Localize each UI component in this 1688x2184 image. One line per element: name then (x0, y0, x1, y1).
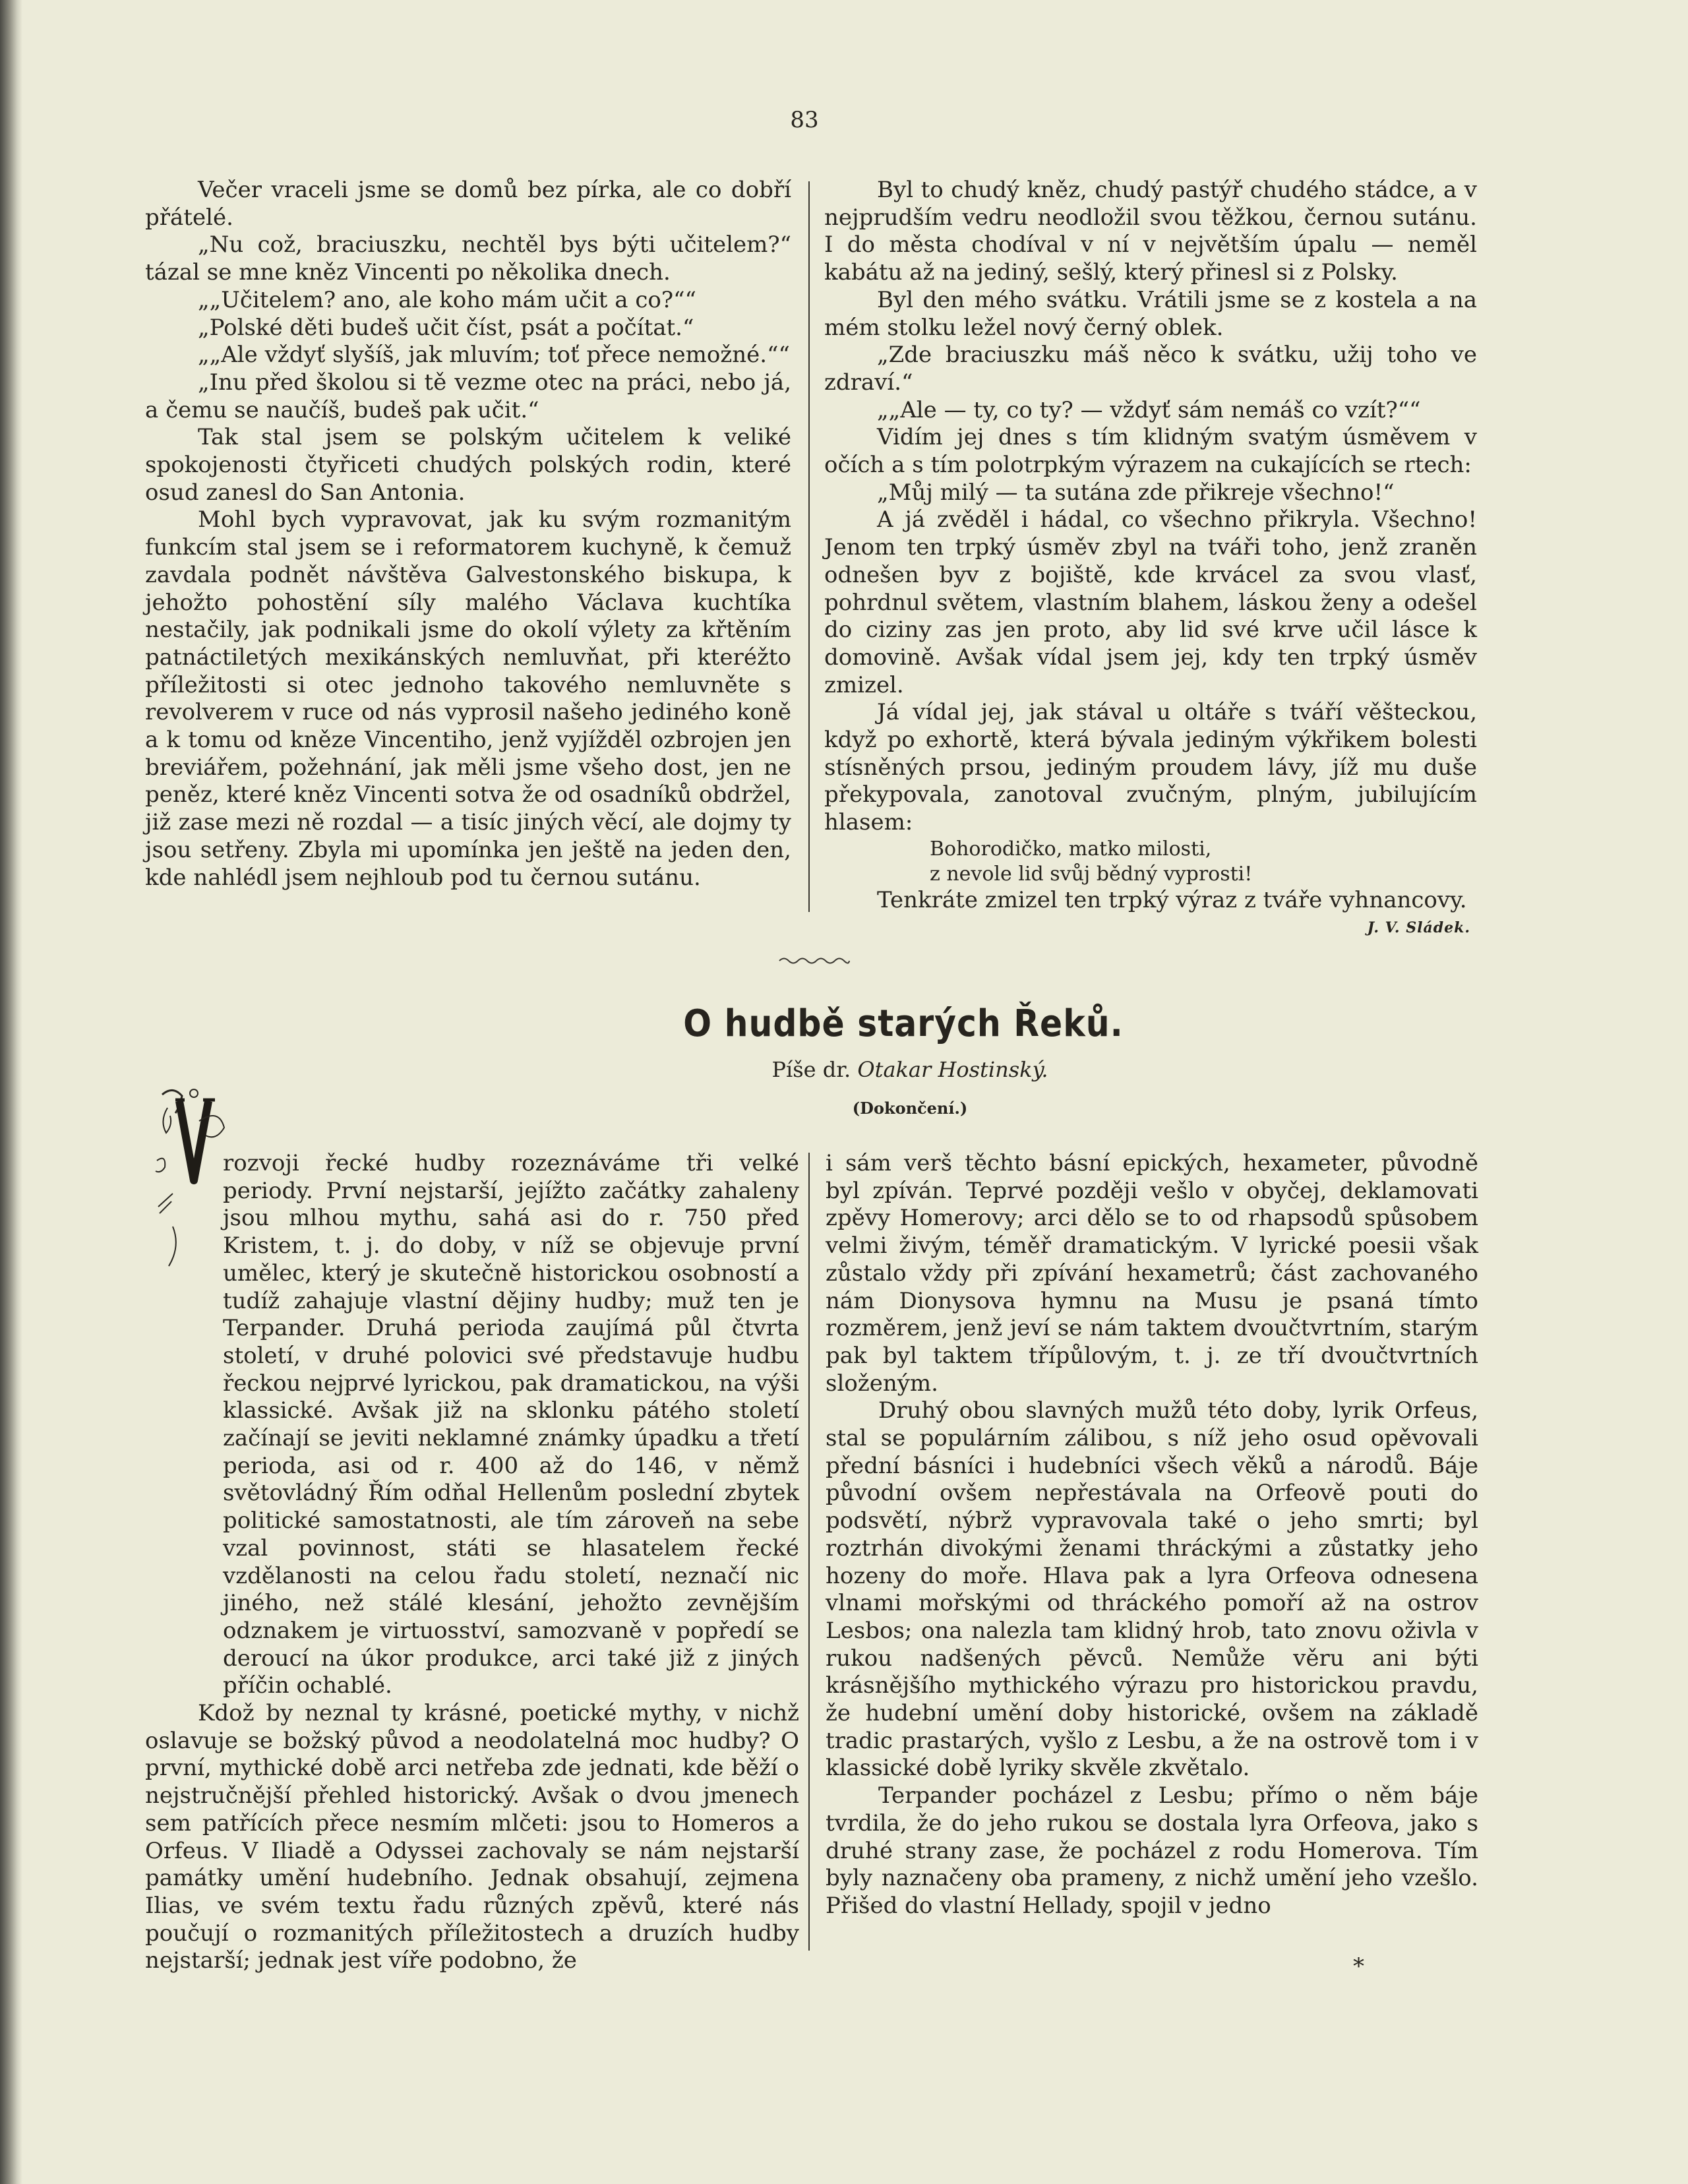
paragraph: „Polské děti budeš učit číst, psát a počítat.“ (198, 314, 694, 341)
paragraph: Večer vraceli jsme se domů bez pírka, ale co dobří přátelé. (145, 177, 791, 231)
book-gutter-shadow (0, 0, 22, 2184)
closing-line: Tenkráte zmizel ten trpký výraz z tváře vyhnancovy. (877, 886, 1467, 913)
hymn-verse (824, 837, 1477, 887)
paragraph: i sám verš těchto básní epických, hexameter, původně byl zpíván. Teprvé později vešlo v obyčej, deklamovati zpěvy Homerovy; arci dělo se to od rhapsodů spůsobem velmi živým, téměř dramatickým. V lyrické poesii však zůstalo vždy při zpívání hexametrů; část zachovaného nám Dionysova hymnu na Musu je psaná tímto rozměrem, jenž jeví se nám taktem dvoučtvrtním, starým pak byl taktem třípůlovým, t. j. ze tří dvoučtvrtních složeným. (826, 1150, 1478, 1397)
page-number: 83 (790, 107, 819, 133)
paragraph: Já vídal jej, jak stával u oltáře s tváří věšteckou, když po exhortě, která bývala jediným výkřikem bolesti stísněných prsou, jediným proudem lávy, jíž mu duše překypovala, zanotoval zvučným, plným, jubilujícím hlasem: (824, 699, 1477, 836)
verse-line: z nevole lid svůj bědný vyprosti! (930, 862, 1253, 886)
paragraph: „„Ale vždyť slyšíš, jak mluvím; toť přece nemožné.““ (198, 342, 790, 369)
paragraph: „„Ale — ty, co ty? — vždyť sám nemáš co vzít?““ (877, 396, 1421, 423)
article-left-column (145, 1150, 799, 1975)
continued-note: (Dokončení.) (852, 1099, 968, 1118)
article-title: O hudbě starých Řeků. (683, 1002, 1124, 1045)
author-signature: J. V. Sládek. (1367, 919, 1470, 936)
paragraph: „Zde braciuszku máš něco k svátku, užij toho ve zdraví.“ (824, 342, 1477, 396)
paragraph: Byl to chudý kněz, chudý pastýř chudého stádce, a v nejprudším vedru neodložil svou těžkou, černou sutánu. I do města chodíval v ní v největším úpalu — neměl kabátu až na jediný, sešlý, který přinesl si z Polsky. (824, 177, 1477, 286)
paragraph: A já zvěděl i hádal, co všechno přikryla. Všechno! Jenom ten trpký úsměv zbyl na tváři toho, jenž zraněn odnešen byv z bojiště, kde krvácel za svou vlasť, pohrdnul světem, vlastním blahem, láskou ženy a odešel do ciziny zas jen proto, aby lid své krve učil lásce k domovině. Avšak vídal jsem jej, kdy ten trpký úsměv zmizel. (824, 506, 1477, 698)
top-left-column (145, 177, 791, 892)
paragraph: Tak stal jsem se polským učitelem k veliké spokojenosti čtyřiceti chudých polských rodin, které osud zanesl do San Antonia. (145, 424, 791, 506)
byline-author: Otakar Hostinský. (857, 1057, 1048, 1082)
paragraph: „Nu což, braciuszku, nechtěl bys býti učitelem?“ tázal se mne kněz Vincenti po několika dnech. (145, 231, 791, 286)
verse-line: Bohorodičko, matko milosti, (930, 837, 1212, 861)
paragraph: rozvoji řecké hudby rozeznáváme tři velké periody. První nejstarší, jejížto začátky zahaleny jsou mlhou mythu, sahá asi do r. 750 před Kristem, t. j. do doby, v níž se objevuje první umělec, který je skutečně historickou osobností a tudíž zahajuje vlastní dějiny hudby; muž ten je Terpander. Druhá perioda zaujímá půl čtvrta století, v druhé polovici své představuje hudbu řeckou nejprvé lyrickou, pak dramatickou, na výši klassické. Avšak již na sklonku pátého století začínají se jeviti neklamné známky úpadku a třetí perioda, asi od r. 400 až do 146, v němž světovládný Řím odňal Hellenům poslední zbytek politické samostatnosti, ale tím zároveň na sebe vzal povinnost, státi se hlasatelem řecké vzdělanosti na celou řadu století, neznačí nic jiného, než stálé klesání, jehožto zevnějším odznakem je virtuosství, samozvaně v popředí se deroucí na úkor produkce, arci také již z jiných příčin ochablé. (223, 1150, 799, 1699)
paragraph: Vidím jej dnes s tím klidným svatým úsměvem v očích a s tím polotrpkým výrazem na cukajících se rtech: (824, 424, 1477, 479)
paragraph: Mohl bych vypravovat, jak ku svým rozmanitým funkcím stal jsem se i reformatorem kuchyně, k čemuž zavdala podnět návštěva Galvestonského biskupa, k jehožto pohostění síly malého Václava kuchtíka nestačily, jak podnikali jsme do okolí výlety za křtěním patnáctiletých mexikánských nemluvňat, při kteréžto příležitosti si otec jednoho takového nemluvněte s revolverem v ruce od nás vyprosil našeho jediného koně a k tomu od kněze Vincentiho, jenž vyjížděl ozbrojen jen breviářem, požehnání, jak měli jsme všeho dost, jen ne peněz, které kněz Vincenti sotva že od osadníků obdržel, již zase mezi ně rozdal — a tisíc jiných věcí, ale dojmy ty jsou setřeny. Zbyla mi upomínka jen ještě na jeden den, kde nahlédl jsem nejhloub pod tu černou sutánu. (145, 506, 791, 891)
paragraph: „„Učitelem? ano, ale koho mám učit a co?““ (198, 286, 696, 313)
byline (514, 1057, 1306, 1082)
paragraph: Terpander pocházel z Lesbu; přímo o něm báje tvrdila, že do jeho rukou se dostala lyra Orfeova, jako s druhé strany zase, že pocházel z rodu Homerova. Tím byly naznačeny oba prameny, z nichž umění jeho vzešlo. Přišed do vlastní Hellady, spojil v jedno (826, 1782, 1478, 1919)
paragraph: „Můj milý — ta sutána zde přikreje všechno!“ (877, 479, 1395, 506)
footnote-mark: * (1353, 1953, 1364, 1980)
paragraph: Druhý obou slavných mužů této doby, lyrik Orfeus, stal se populárním zálibou, s níž jeho osud opěvovali přední básníci i hudebníci všech věků a národů. Báje původní ovšem nepřestávala na Orfeově pouti do podsvětí, nýbrž vypravovala také o jeho smrti; byl roztrhán divokými ženami thráckými a zůstatky jeho hozeny do moře. Hlava pak a lyra Orfeova odnesena vlnami mořskými od thráckého pomoří až na ostrov Lesbos; ona nalezla tam klidný hrob, tato znovu oživla v rukou nadšených pěvců. Nemůže věru ani býti krásnějšího mythického výrazu pro historickou pravdu, že hudební umění doby historické, ovšem na základě tradic prastarých, vyšlo z Lesbu, a že na ostrově tom i v klassické době lyriky skvěle zkvětalo. (826, 1397, 1478, 1782)
paragraph: „Inu před školou si tě vezme otec na práci, nebo já, a čemu se naučíš, budeš pak učit.“ (145, 369, 791, 423)
byline-prefix: Píše dr. (771, 1057, 851, 1082)
column-divider (808, 181, 810, 912)
article-right-column (826, 1150, 1478, 1920)
paragraph: Byl den mého svátku. Vrátili jsme se z kostela a na mém stolku ležel nový černý oblek. (824, 286, 1477, 341)
column-divider (808, 1153, 810, 1951)
wave-ornament (778, 955, 851, 967)
paragraph: Kdož by neznal ty krásné, poetické mythy, v nichž oslavuje se božský původ a neodolatelná moc hudby? O první, mythické době arci netřeba zde jednati, kde běží o nejstručnější přehled historický. Avšak o dvou jmenech sem patřících přece nesmím mlčeti: jsou to Homeros a Orfeus. V Iliadě a Odyssei zachovaly se nám nejstarší památky umění hudebního. Jednak obsahují, zejmena Ilias, ve svém textu řadu různých zpěvů, které nás poučují o rozmanitých příležitostech a druzích hudby nejstarší; jednak jest víře podobno, že (145, 1700, 799, 1974)
top-right-column (824, 177, 1477, 942)
